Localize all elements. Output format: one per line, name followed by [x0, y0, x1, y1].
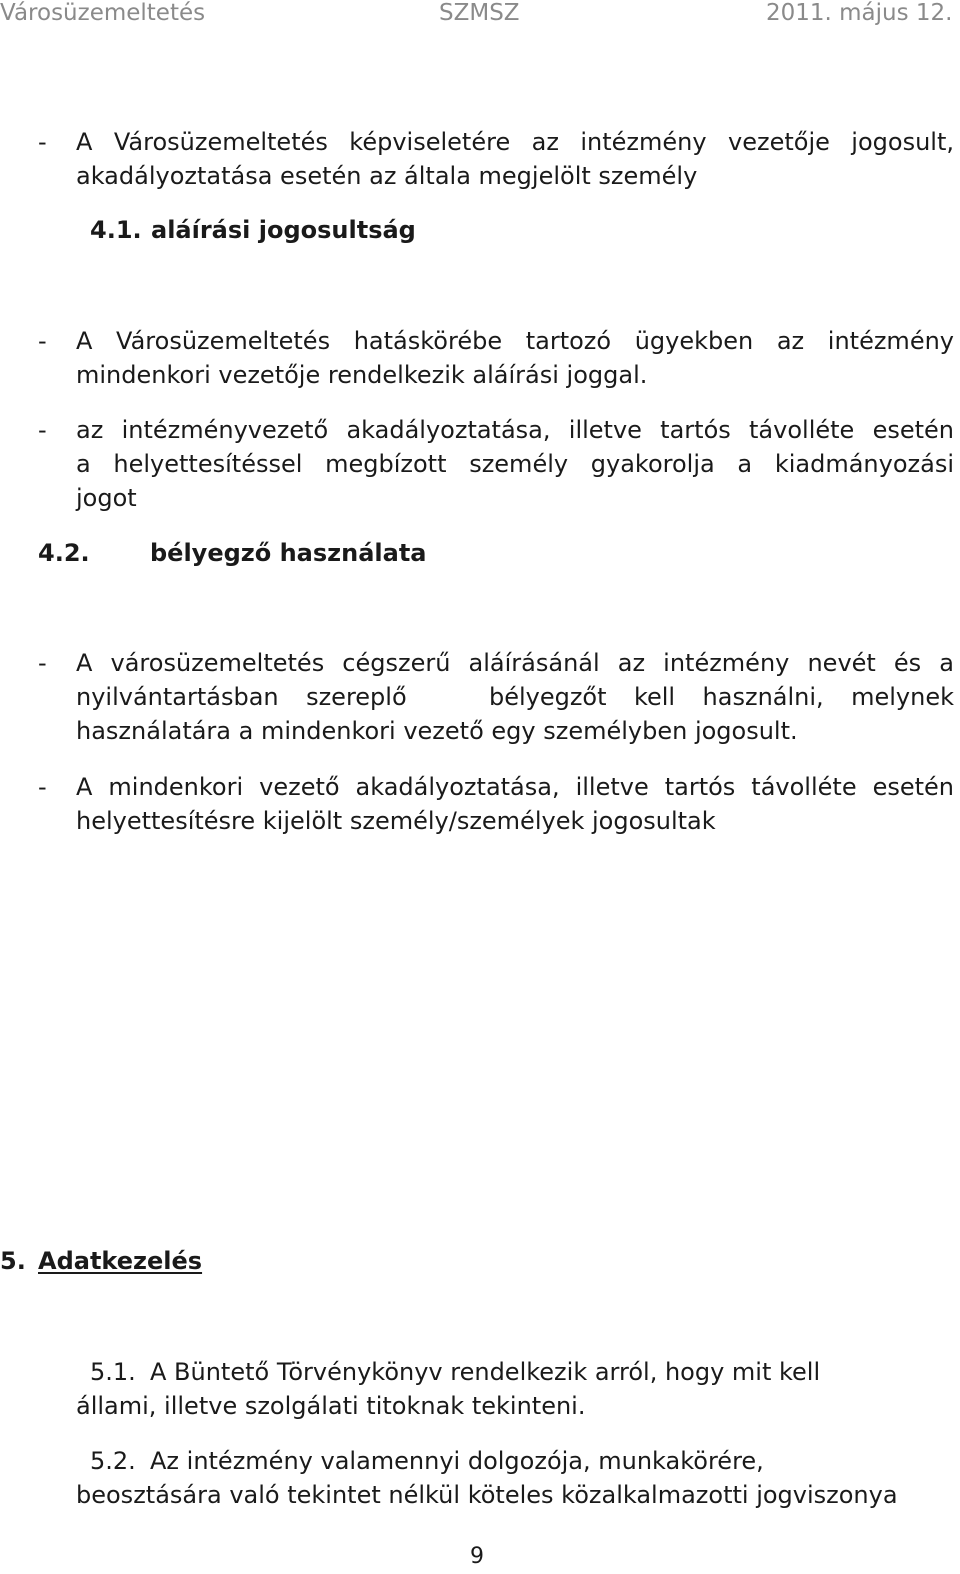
list-dash: - — [38, 773, 47, 801]
paragraph-line: mindenkori vezetője rendelkezik aláírási joggal. — [76, 361, 648, 389]
subsection-number: 5.1. — [90, 1358, 136, 1386]
subsection-number: 5.2. — [90, 1447, 136, 1475]
paragraph-line: Az intézmény valamennyi dolgozója, munkakörére, — [150, 1447, 764, 1475]
list-dash: - — [38, 416, 47, 444]
header-date: 2011. május 12. — [766, 0, 953, 26]
section-title: bélyegző használata — [150, 539, 427, 567]
header-organization: Városüzemeltetés — [0, 0, 206, 26]
list-dash: - — [38, 327, 47, 355]
paragraph-line: akadályoztatása esetén az általa megjelölt személy — [76, 162, 698, 190]
paragraph-line: használatára a mindenkori vezető egy személyben jogosult. — [76, 717, 798, 745]
list-dash: - — [38, 649, 47, 677]
paragraph-line: jogot — [76, 484, 137, 512]
paragraph-line: A városüzemeltetés cégszerű aláírásánál az intézmény nevét és a — [76, 649, 954, 677]
header-document-code: SZMSZ — [439, 0, 520, 26]
paragraph-line: A mindenkori vezető akadályoztatása, illetve tartós távolléte esetén — [76, 773, 954, 801]
list-dash: - — [38, 128, 47, 156]
section-number: 4.1. — [90, 216, 142, 244]
section-title: Adatkezelés — [38, 1247, 203, 1275]
paragraph-line: A Városüzemeltetés képviseletére az intézmény vezetője jogosult, — [76, 128, 954, 156]
paragraph-line: állami, illetve szolgálati titoknak tekinteni. — [76, 1392, 586, 1420]
paragraph-line: beosztására való tekintet nélkül köteles közalkalmazotti jogviszonya — [76, 1481, 898, 1509]
paragraph-line: A Városüzemeltetés hatáskörébe tartozó ügyekben az intézmény — [76, 327, 954, 355]
paragraph-line: helyettesítésre kijelölt személy/személyek jogosultak — [76, 807, 716, 835]
section-number: 5. — [0, 1247, 26, 1275]
paragraph-line: nyilvántartásban szereplő bélyegzőt kell használni, melynek — [76, 683, 954, 711]
page-number: 9 — [470, 1544, 484, 1569]
section-title: aláírási jogosultság — [151, 216, 416, 244]
paragraph-line: A Büntető Törvénykönyv rendelkezik arról, hogy mit kell — [150, 1358, 821, 1386]
paragraph-line: a helyettesítéssel megbízott személy gyakorolja a kiadmányozási — [76, 450, 954, 478]
section-number: 4.2. — [38, 539, 90, 567]
paragraph-line: az intézményvezető akadályoztatása, illetve tartós távolléte esetén — [76, 416, 954, 444]
